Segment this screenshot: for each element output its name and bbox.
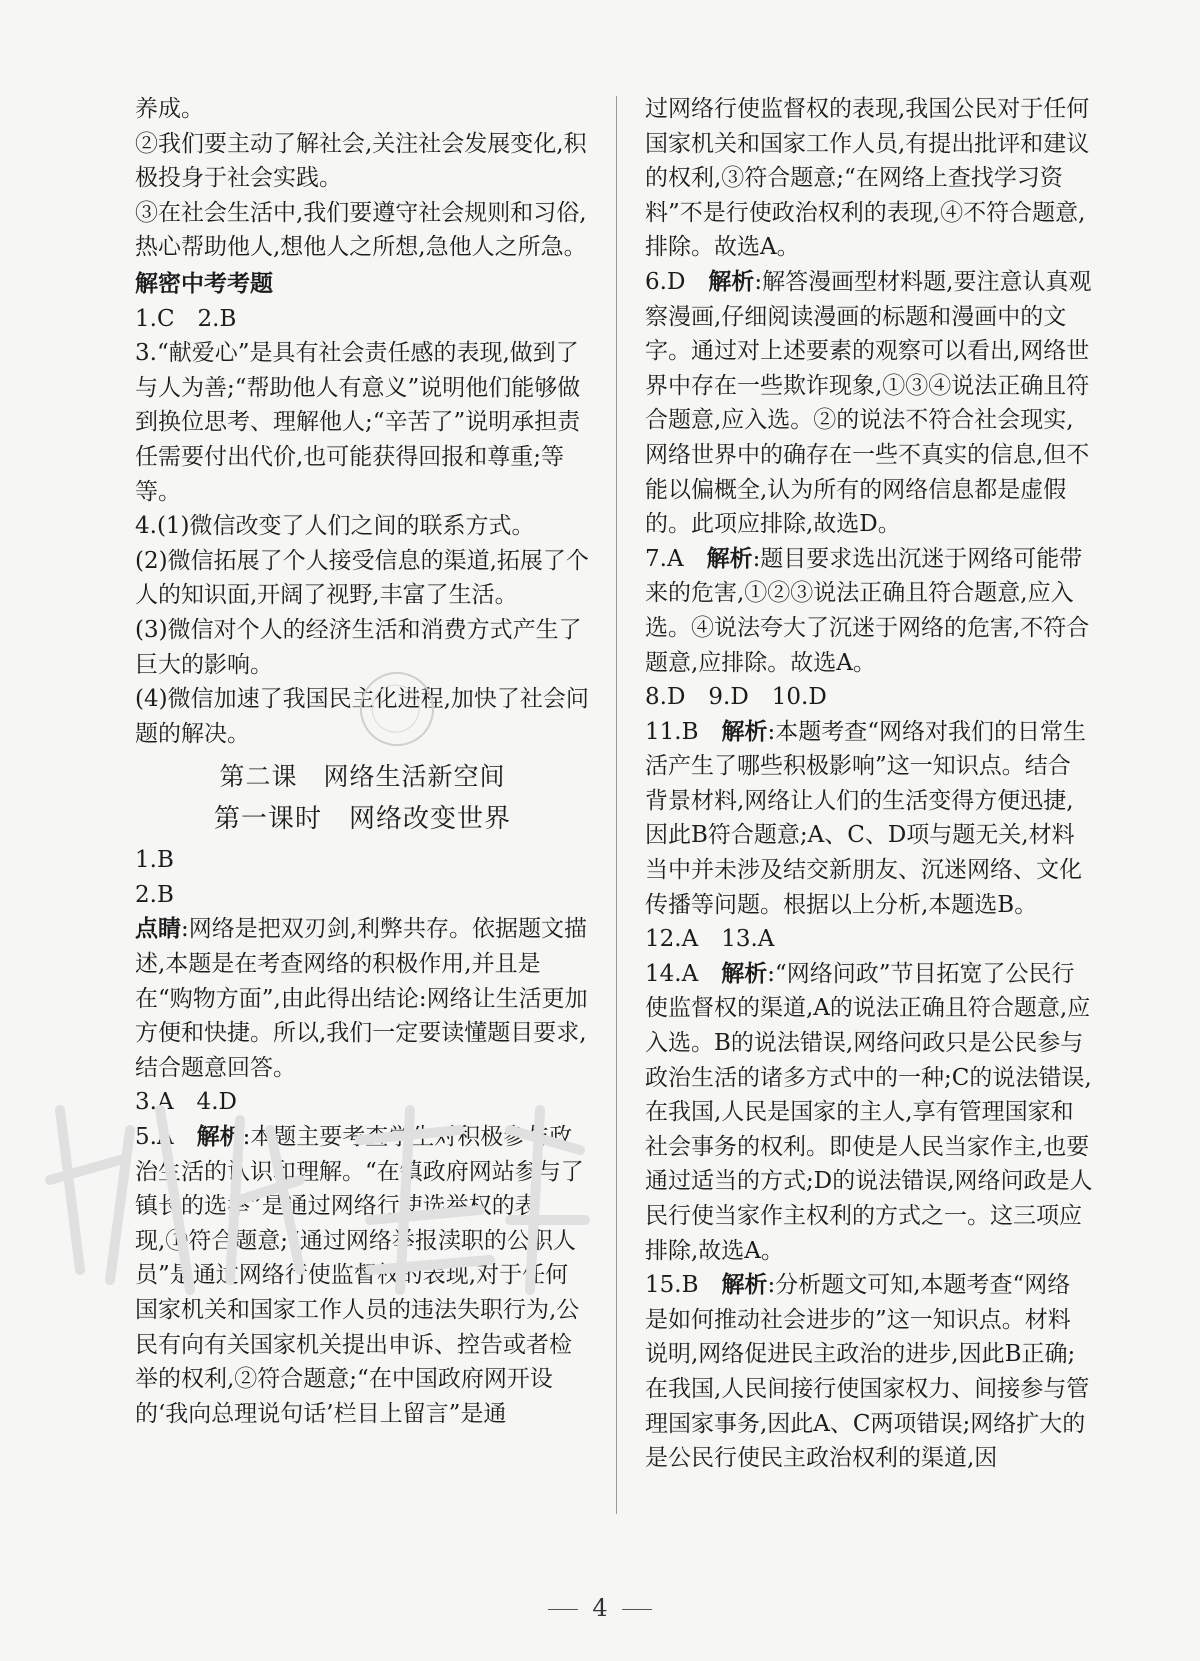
page-footer bbox=[0, 1594, 1200, 1622]
analysis-label: 解析 bbox=[196, 1123, 243, 1151]
tip-text: :网络是把双刃剑,利弊共存。依据题文描述,本题是在考查网络的积极作用,并且是在“购物方面”,由此得出结论:网络让生活更加方便和快捷。所以,我们一定要读懂题目要求,结合题意回答。 bbox=[135, 916, 588, 1081]
stamp-inner-ring bbox=[364, 677, 428, 741]
footer-dash-left bbox=[548, 1609, 578, 1610]
lesson-answer-2: 2.B bbox=[135, 881, 174, 908]
answer-14-text: :“网络问政”节目拓宽了公民行使监督权的渠道,A的说法正确且符合题意,应入选。B的说法错误,网络问政只是公民参与政治生活的诸多方式中的一种;C的说法错误,在我国,人民是国家的主人,享有管理国家和社会事务的权利。即使是人民当家作主,也要通过适当的方式;D的说法错误,网络问政是人民行使当家作主权利的方式之一。这三项应排除,故选A。 bbox=[645, 960, 1093, 1264]
answer-6-prefix: 6.D bbox=[645, 268, 709, 295]
lesson-title: 第二课 网络生活新空间 bbox=[219, 762, 506, 792]
answer-12-13: 12.A 13.A bbox=[645, 926, 775, 953]
analysis-label: 解析 bbox=[708, 267, 755, 295]
answer-4-4: (4)微信加速了我国民主化进程,加快了社会问题的解决。 bbox=[135, 686, 589, 747]
footer-dash-right bbox=[622, 1609, 652, 1610]
answer-15-prefix: 15.B bbox=[645, 1272, 722, 1299]
tip-label: 点睛 bbox=[135, 915, 181, 943]
left-para-2: ②我们要主动了解社会,关注社会发展变化,积极投身于社会实践。 bbox=[135, 130, 587, 192]
right-para-1: 过网络行使监督权的表现,我国公民对于任何国家机关和国家工作人员,有提出批评和建议的权利,③符合题意;“在网络上查找学习资料”不是行使政治权利的表现,④不符合题意,排除。故选A。 bbox=[645, 96, 1090, 261]
left-para-1: 养成。 bbox=[135, 96, 204, 122]
answer-3: 3.“献爱心”是具有社会责任感的表现,做到了与人为善;“帮助他人有意义”说明他们能够做到换位思考、理解他人;“辛苦了”说明承担责任需要付出代价,也可能获得回报和尊重;等等。 bbox=[135, 340, 581, 505]
answer-11-text: :本题考查“网络对我们的日常生活产生了哪些积极影响”这一知识点。结合背景材料,网络让人们的生活变得方便迅捷,因此B符合题意;A、C、D项与题无关,材料当中并未涉及结交新朋友、沉迷网络、文化传播等问题。根据以上分析,本题选B。 bbox=[645, 718, 1086, 918]
analysis-label: 解析 bbox=[721, 959, 768, 987]
answer-14-prefix: 14.A bbox=[645, 960, 722, 987]
answer-7-text: :题目要求选出沉迷于网络可能带来的危害,①②③说法正确且符合题意,应入选。④说法夸大了沉迷于网络的危害,不符合题意,应排除。故选A。 bbox=[645, 545, 1090, 676]
left-column bbox=[135, 92, 590, 1431]
answer-4-3: (3)微信对个人的经济生活和消费方式产生了巨大的影响。 bbox=[135, 616, 582, 678]
lesson-answer-3-4: 3.A 4.D bbox=[135, 1089, 237, 1116]
answer-4-2: (2)微信拓展了个人接受信息的渠道,拓展了个人的知识面,开阔了视野,丰富了生活。 bbox=[135, 547, 589, 609]
page-number: 4 bbox=[592, 1594, 608, 1622]
answer-15-text: :分析题文可知,本题考查“网络是如何推动社会进步的”这一知识点。材料说明,网络促进民主政治的进步,因此B正确;在我国,人民间接行使国家权力、间接参与管理国家事务,因此A、C两项错误;网络扩大的是公民行使民主政治权利的渠道,因 bbox=[645, 1272, 1090, 1472]
answer-4-1: 4.(1)微信改变了人们之间的联系方式。 bbox=[135, 513, 535, 540]
analysis-label: 解析 bbox=[721, 1271, 768, 1299]
answer-11-prefix: 11.B bbox=[645, 718, 722, 745]
lesson-subtitle: 第一课时 网络改变世界 bbox=[213, 804, 511, 835]
answer-11 bbox=[645, 715, 1093, 923]
column-divider bbox=[616, 96, 617, 1514]
answer-8-10: 8.D 9.D 10.D bbox=[645, 684, 827, 711]
section-heading: 解密中考考题 bbox=[135, 269, 273, 297]
lesson-answer-1: 1.B bbox=[135, 847, 174, 874]
answer-14 bbox=[645, 957, 1093, 1268]
answer-5-text: :本题主要考查学生对积极参与政治生活的认识和理解。“在镇政府网站参与了镇长的选举”是通过网络行使选举权的表现,①符合题意;“通过网络举报渎职的公职人员”是通过网络行使监督权的表现,对于任何国家机关和国家工作人员的违法失职行为,公民有向有关国家机关提出申诉、控告或者检举的权利,②符合题意;“在中国政府网开设的‘我向总理说句话’栏目上留言”是通 bbox=[135, 1124, 584, 1427]
answer-15 bbox=[645, 1268, 1093, 1476]
tip-paragraph bbox=[135, 912, 590, 1085]
answer-7-prefix: 7.A bbox=[645, 545, 707, 572]
lesson-answer-5 bbox=[135, 1120, 590, 1431]
answer-7 bbox=[645, 542, 1093, 680]
right-column bbox=[645, 92, 1093, 1476]
left-para-3: ③在社会生活中,我们要遵守社会规则和习俗,热心帮助他人,想他人之所想,急他人之所急。 bbox=[135, 199, 587, 261]
answer-1-2: 1.C 2.B bbox=[135, 305, 237, 332]
answer-6-text: :解答漫画型材料题,要注意认真观察漫画,仔细阅读漫画的标题和漫画中的文字。通过对上述要素的观察可以看出,网络世界中存在一些欺诈现象,①③④说法正确且符合题意,应入选。②的说法不符合社会现实,网络世界中的确存在一些不真实的信息,但不能以偏概全,认为所有的网络信息都是虚假的。此项应排除,故选D。 bbox=[645, 268, 1092, 538]
analysis-label: 解析 bbox=[706, 544, 753, 572]
analysis-label: 解析 bbox=[721, 717, 768, 745]
answer-5-prefix: 5.A bbox=[135, 1124, 197, 1151]
answer-6 bbox=[645, 265, 1093, 542]
